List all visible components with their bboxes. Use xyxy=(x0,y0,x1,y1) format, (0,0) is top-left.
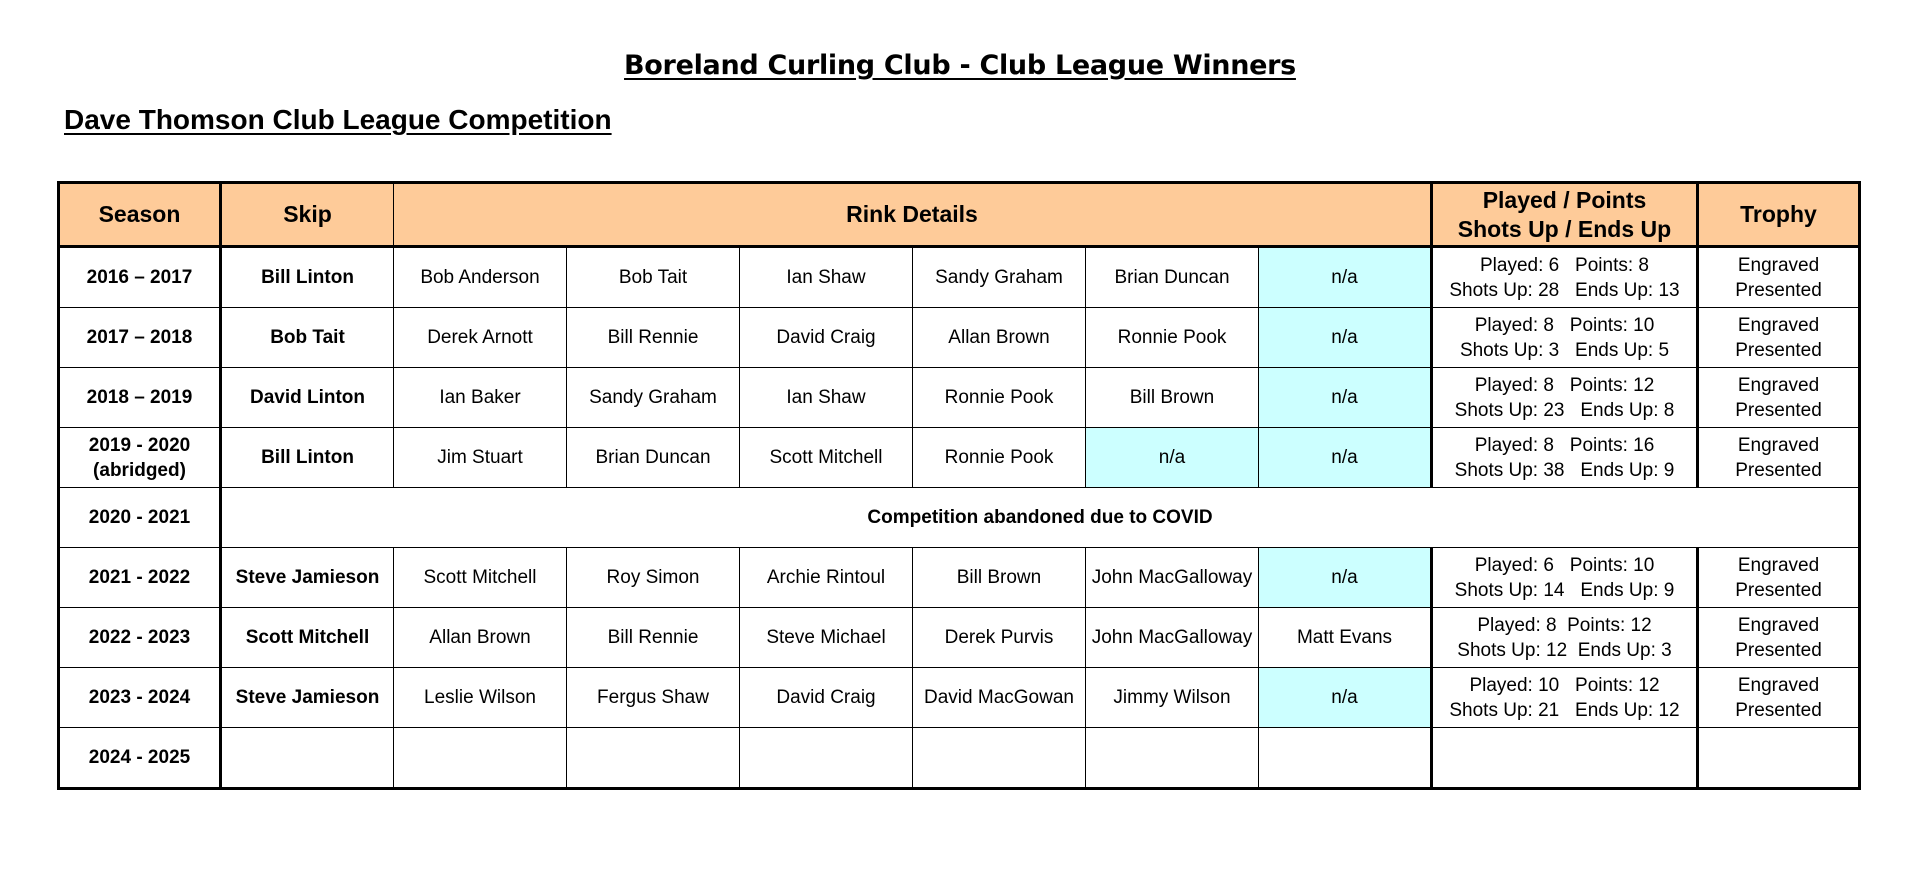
rink-cell: Jim Stuart xyxy=(394,428,567,488)
header-rink-details: Rink Details xyxy=(394,183,1432,247)
trophy-cell xyxy=(1698,428,1860,488)
rink-cell: Ronnie Pook xyxy=(1086,308,1259,368)
rink-cell: Brian Duncan xyxy=(567,428,740,488)
skip-cell: Scott Mitchell xyxy=(221,608,394,668)
stats-cell xyxy=(1432,368,1698,428)
rink-cell: Bob Tait xyxy=(567,247,740,308)
table-row xyxy=(59,728,1860,789)
season-cell: 2022 - 2023 xyxy=(59,608,221,668)
season-label: 2019 - 2020 xyxy=(88,434,191,456)
rink-cell: David Craig xyxy=(740,668,913,728)
rink-cell: Bob Anderson xyxy=(394,247,567,308)
stats-played-points: Played: 8 Points: 12 xyxy=(1474,374,1655,396)
skip-cell xyxy=(221,728,394,789)
season-cell: 2018 – 2019 xyxy=(59,368,221,428)
trophy-engraved: Engraved xyxy=(1737,314,1820,336)
stats-played-points: Played: 8 Points: 12 xyxy=(1477,614,1652,636)
header-played-line2: Shots Up / Ends Up xyxy=(1457,215,1672,242)
rink-cell: David MacGowan xyxy=(913,668,1086,728)
rink-cell: Ian Baker xyxy=(394,368,567,428)
rink-cell: Allan Brown xyxy=(913,308,1086,368)
season-cell xyxy=(59,428,221,488)
skip-cell: Bill Linton xyxy=(221,247,394,308)
rink-cell: n/a xyxy=(1259,428,1432,488)
header-row xyxy=(59,183,1860,247)
rink-cell: Matt Evans xyxy=(1259,608,1432,668)
stats-played-points: Played: 6 Points: 10 xyxy=(1474,554,1655,576)
rink-cell: Fergus Shaw xyxy=(567,668,740,728)
stats-cell xyxy=(1432,608,1698,668)
table-row xyxy=(59,308,1860,368)
stats-shots-ends: Shots Up: 21 Ends Up: 12 xyxy=(1449,699,1680,721)
rink-cell xyxy=(567,728,740,789)
trophy-presented: Presented xyxy=(1735,579,1822,601)
rink-cell: Sandy Graham xyxy=(567,368,740,428)
table-row xyxy=(59,428,1860,488)
header-skip: Skip xyxy=(221,183,394,247)
skip-cell: Bill Linton xyxy=(221,428,394,488)
rink-cell: Allan Brown xyxy=(394,608,567,668)
rink-cell: Roy Simon xyxy=(567,548,740,608)
rink-cell: Sandy Graham xyxy=(913,247,1086,308)
competition-title: Dave Thomson Club League Competition xyxy=(64,104,612,135)
trophy-cell xyxy=(1698,548,1860,608)
table-row xyxy=(59,247,1860,308)
season-cell: 2016 – 2017 xyxy=(59,247,221,308)
rink-cell: Scott Mitchell xyxy=(740,428,913,488)
trophy-cell xyxy=(1698,308,1860,368)
season-cell: 2023 - 2024 xyxy=(59,668,221,728)
trophy-presented: Presented xyxy=(1735,279,1822,301)
rink-cell: Bill Brown xyxy=(913,548,1086,608)
rink-cell xyxy=(913,728,1086,789)
rink-cell: John MacGalloway xyxy=(1086,548,1259,608)
rink-cell: Leslie Wilson xyxy=(394,668,567,728)
trophy-engraved: Engraved xyxy=(1737,614,1820,636)
trophy-presented: Presented xyxy=(1735,639,1822,661)
winners-table xyxy=(57,181,1861,790)
rink-cell: Steve Michael xyxy=(740,608,913,668)
rink-cell xyxy=(1259,728,1432,789)
rink-cell: n/a xyxy=(1086,428,1259,488)
page-title: Boreland Curling Club - Club League Winners xyxy=(624,50,1296,81)
table-row xyxy=(59,488,1860,548)
stats-cell xyxy=(1432,247,1698,308)
stats-cell xyxy=(1432,548,1698,608)
rink-cell: Jimmy Wilson xyxy=(1086,668,1259,728)
header-played-points xyxy=(1432,183,1698,247)
rink-cell: Derek Arnott xyxy=(394,308,567,368)
rink-cell: n/a xyxy=(1259,368,1432,428)
rink-cell: Bill Rennie xyxy=(567,608,740,668)
header-played-line1: Played / Points xyxy=(1482,186,1647,213)
trophy-presented: Presented xyxy=(1735,699,1822,721)
rink-cell: Derek Purvis xyxy=(913,608,1086,668)
rink-cell: Ronnie Pook xyxy=(913,368,1086,428)
table-row xyxy=(59,548,1860,608)
trophy-cell xyxy=(1698,368,1860,428)
rink-cell: John MacGalloway xyxy=(1086,608,1259,668)
season-cell: 2017 – 2018 xyxy=(59,308,221,368)
stats-cell xyxy=(1432,668,1698,728)
skip-cell: David Linton xyxy=(221,368,394,428)
stats-shots-ends: Shots Up: 12 Ends Up: 3 xyxy=(1457,639,1672,661)
trophy-presented: Presented xyxy=(1735,339,1822,361)
rink-cell: Archie Rintoul xyxy=(740,548,913,608)
rink-cell: n/a xyxy=(1259,247,1432,308)
rink-cell: n/a xyxy=(1259,308,1432,368)
header-season: Season xyxy=(59,183,221,247)
season-note: (abridged) xyxy=(93,459,186,481)
header-trophy: Trophy xyxy=(1698,183,1860,247)
rink-cell xyxy=(394,728,567,789)
rink-cell: Bill Brown xyxy=(1086,368,1259,428)
table-row xyxy=(59,368,1860,428)
trophy-engraved: Engraved xyxy=(1737,554,1820,576)
stats-cell xyxy=(1432,308,1698,368)
stats-cell xyxy=(1432,428,1698,488)
season-cell: 2024 - 2025 xyxy=(59,728,221,789)
stats-cell xyxy=(1432,728,1698,789)
trophy-cell xyxy=(1698,608,1860,668)
stats-shots-ends: Shots Up: 14 Ends Up: 9 xyxy=(1454,579,1675,601)
rink-cell: Brian Duncan xyxy=(1086,247,1259,308)
season-cell: 2021 - 2022 xyxy=(59,548,221,608)
stats-shots-ends: Shots Up: 3 Ends Up: 5 xyxy=(1459,339,1670,361)
skip-cell: Steve Jamieson xyxy=(221,548,394,608)
trophy-cell xyxy=(1698,668,1860,728)
table-row xyxy=(59,608,1860,668)
trophy-engraved: Engraved xyxy=(1737,374,1820,396)
trophy-engraved: Engraved xyxy=(1737,254,1820,276)
stats-played-points: Played: 6 Points: 8 xyxy=(1480,254,1649,276)
rink-cell: Ian Shaw xyxy=(740,247,913,308)
stats-shots-ends: Shots Up: 28 Ends Up: 13 xyxy=(1449,279,1680,301)
rink-cell: Scott Mitchell xyxy=(394,548,567,608)
rink-cell xyxy=(740,728,913,789)
skip-cell: Bob Tait xyxy=(221,308,394,368)
rink-cell: n/a xyxy=(1259,548,1432,608)
rink-cell: Ronnie Pook xyxy=(913,428,1086,488)
stats-shots-ends: Shots Up: 23 Ends Up: 8 xyxy=(1454,399,1675,421)
trophy-engraved: Engraved xyxy=(1737,434,1820,456)
covid-notice: Competition abandoned due to COVID xyxy=(221,488,1860,548)
rink-cell xyxy=(1086,728,1259,789)
trophy-presented: Presented xyxy=(1735,459,1822,481)
stats-played-points: Played: 10 Points: 12 xyxy=(1469,674,1660,696)
rink-cell: Bill Rennie xyxy=(567,308,740,368)
rink-cell: Ian Shaw xyxy=(740,368,913,428)
stats-played-points: Played: 8 Points: 16 xyxy=(1474,434,1655,456)
stats-played-points: Played: 8 Points: 10 xyxy=(1474,314,1655,336)
rink-cell: n/a xyxy=(1259,668,1432,728)
stats-shots-ends: Shots Up: 38 Ends Up: 9 xyxy=(1454,459,1675,481)
rink-cell: David Craig xyxy=(740,308,913,368)
season-cell: 2020 - 2021 xyxy=(59,488,221,548)
trophy-cell xyxy=(1698,728,1860,789)
table-row xyxy=(59,668,1860,728)
skip-cell: Steve Jamieson xyxy=(221,668,394,728)
trophy-cell xyxy=(1698,247,1860,308)
trophy-engraved: Engraved xyxy=(1737,674,1820,696)
trophy-presented: Presented xyxy=(1735,399,1822,421)
